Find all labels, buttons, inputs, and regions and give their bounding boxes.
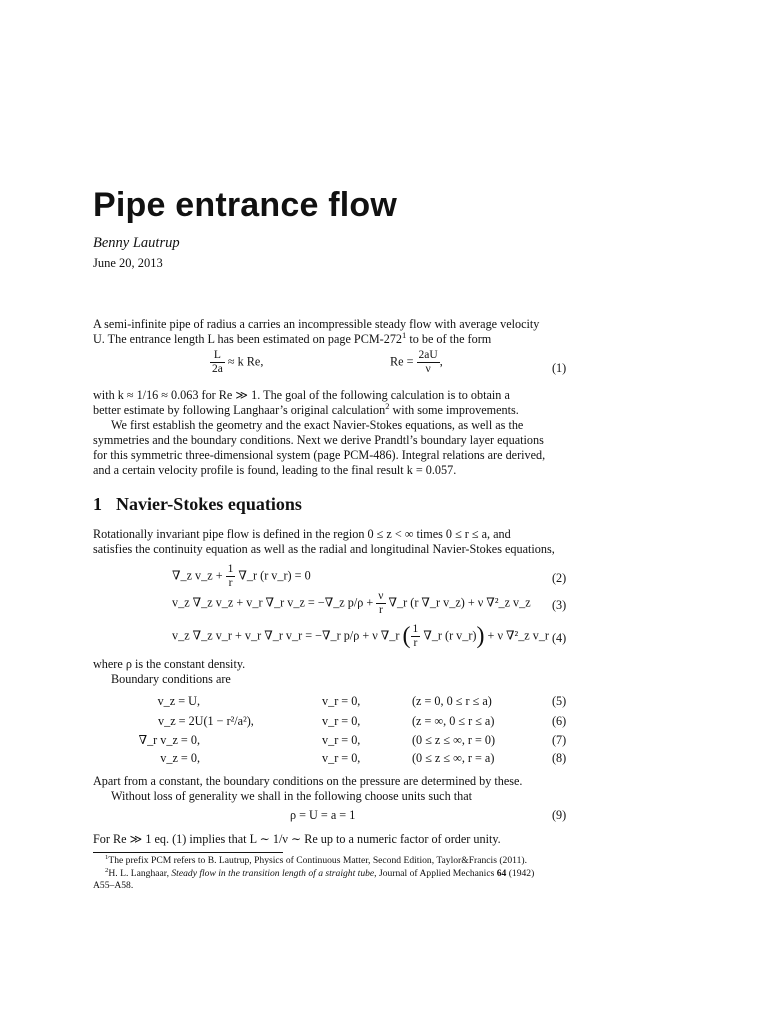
equation-1-number: (1): [552, 361, 567, 375]
equation-2: ∇_z v_z + $\frac{1}{r}$ ∇_r (r v_r) = 0: [172, 563, 311, 589]
intro-line-1: A semi-infinite pipe of radius a carries an incompressible steady flow with average velocity: [93, 317, 540, 331]
footnote-ref-1[interactable]: 1: [402, 329, 407, 340]
equation-1-lhs: $\frac{L}{2a}$ ≈ k Re,: [212, 349, 264, 375]
author-name: Benny Lautrup: [93, 235, 180, 251]
footnote-2-line-2: A55–A58.: [93, 880, 134, 891]
equation-2-number: (2): [552, 571, 567, 585]
bc-row-7: ∇_r v_z = 0, v_r = 0, (0 ≤ z ≤ ∞, r = 0) (7): [138, 733, 567, 747]
footnote-rule: [93, 852, 283, 853]
footnote-2: $^2$H. L. Langhaar, Steady flow in the transition length of a straight tube, Journal of Applied Mechanics 64 (1942): [105, 866, 535, 879]
bc-row-6: v_z = 2U(1 − r²/a²), v_r = 0, (z = ∞, 0 ≤ r ≤ a) (6): [158, 714, 567, 728]
intro-line-2: U. The entrance length L has been estimated on page PCM-$272^1$ to be of the form: [93, 329, 492, 346]
section-heading: [93, 494, 302, 515]
equation-3: v_z ∇_z v_z + v_r ∇_r v_z = −∇_z p/ρ + $\frac{\nu}{r}$ ∇_r (r ∇_r v_z) + ν ∇²_z v_z: [172, 590, 531, 616]
section-number: 1: [93, 494, 102, 514]
intro-p2-line-2: better estimate by following Langhaar’s original calculation$^2$ with some improvements.: [93, 400, 519, 417]
intro-p2-line-1: with k ≈ 1/16 ≈ 0.063 for Re ≫ 1. The goal of the following calculation is to obtain a: [93, 388, 510, 402]
section-p1-line-2: satisfies the continuity equation as well as the radial and longitudinal Navier-Stokes equations,: [93, 542, 555, 556]
equation-3-number: (3): [552, 598, 567, 612]
pressure-note: Apart from a constant, the boundary conditions on the pressure are determined by these.: [93, 774, 523, 788]
intro-p3-line-1: We first establish the geometry and the exact Navier-Stokes equations, as well as the: [111, 418, 524, 432]
footnote-ref-2[interactable]: 2: [385, 400, 390, 411]
footnote-1: $^1$The prefix PCM refers to B. Lautrup, Physics of Continuous Matter, Second Edition, Taylor&Francis (2011).: [105, 853, 527, 866]
equation-4-number: (4): [552, 631, 567, 645]
bc-row-8: v_z = 0, v_r = 0, (0 ≤ z ≤ ∞, r = a) (8): [160, 751, 567, 765]
equation-9: ρ = U = a = 1: [290, 808, 356, 822]
bc-intro: Boundary conditions are: [111, 672, 231, 686]
equation-9-number: (9): [552, 808, 567, 822]
intro-p3-line-3: for this symmetric three-dimensional system (page PCM-486). Integral relations are derived,: [93, 448, 546, 462]
bc-row-5: v_z = U, v_r = 0, (z = 0, 0 ≤ r ≤ a) (5): [157, 694, 567, 708]
units-note: Without loss of generality we shall in the following choose units such that: [111, 789, 473, 803]
section-p1-line-1: Rotationally invariant pipe flow is defined in the region 0 ≤ z < ∞ times 0 ≤ r ≤ a, and: [93, 527, 511, 541]
equation-4: v_z ∇_z v_r + v_r ∇_r v_r = −∇_r p/ρ + ν ∇_r ( $\frac{1}{r}$ ∇_r (r v_r)) + ν ∇²_z v_r: [172, 623, 549, 649]
final-line: For Re ≫ 1 eq. (1) implies that L ∼ 1/ν ∼ Re up to a numeric factor of order unity.: [93, 832, 501, 846]
section-title: Navier-Stokes equations: [116, 494, 302, 514]
publication-date: June 20, 2013: [93, 256, 163, 270]
density-note: where ρ is the constant density.: [93, 657, 246, 671]
intro-p3-line-2: symmetries and the boundary conditions. Next we derive Prandtl’s boundary layer equations: [93, 433, 544, 447]
paper-title: Pipe entrance flow: [93, 186, 398, 224]
intro-p3-line-4: and a certain velocity profile is found, leading to the final result k = 0.057.: [93, 463, 457, 477]
equation-1-rhs: Re = $\frac{2aU}{\nu}$ ,: [390, 349, 443, 375]
